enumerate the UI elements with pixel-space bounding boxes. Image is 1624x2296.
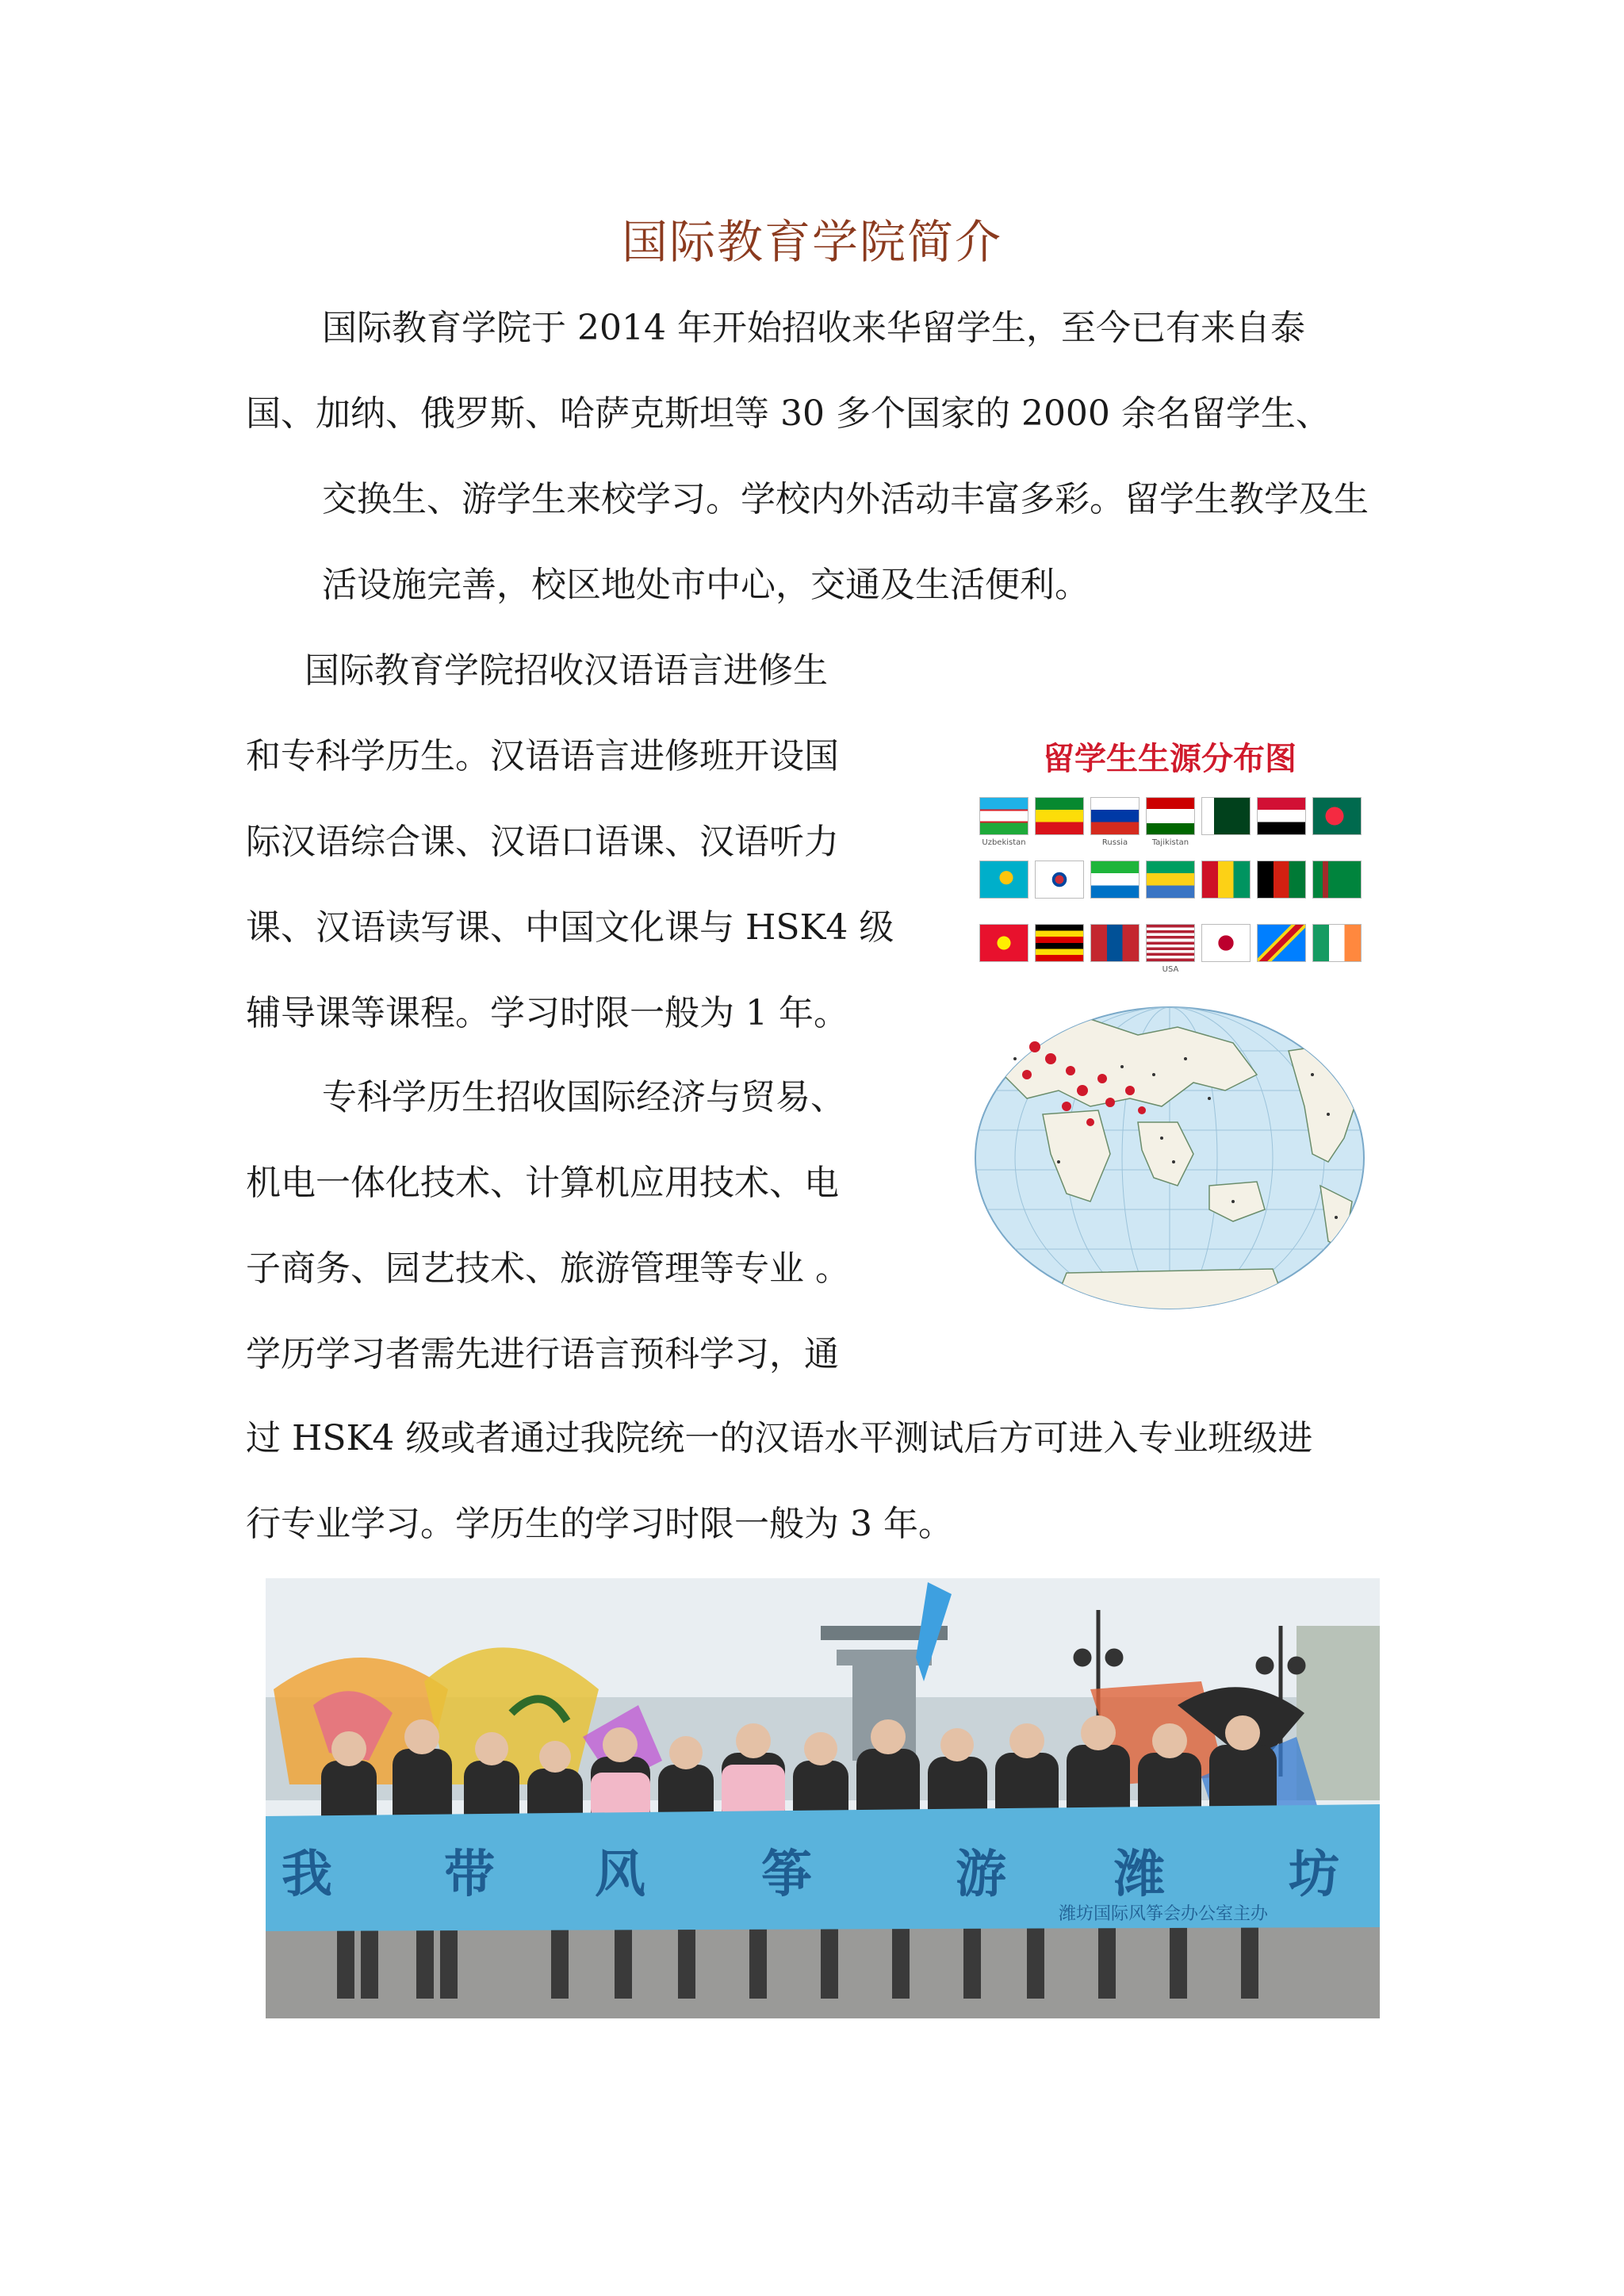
russia-flag-icon	[1090, 797, 1139, 835]
map-figure-title: 留学生生源分布图	[1043, 741, 1297, 777]
flag-uganda	[1035, 924, 1084, 987]
ireland-flag-icon	[1312, 924, 1362, 962]
flag-kyrgyzstan	[979, 924, 1028, 987]
banner-char: 潍	[1114, 1845, 1165, 1904]
language-line: 辅导课等课程。学习时限一般为 1 年。	[246, 993, 848, 1033]
banner-char: 游	[956, 1845, 1006, 1904]
language-program-paragraph	[246, 628, 920, 1056]
kite-festival-photo	[266, 1578, 1380, 2018]
flag-sierra-leone	[1090, 861, 1139, 924]
sierra-leone-flag-icon	[1090, 861, 1139, 899]
language-line: 国际教育学院招收汉语语言进修生	[304, 650, 828, 691]
guinea-flag-icon	[1201, 861, 1251, 899]
intro-line: 活设施完善，校区地处市中心，交通及生活便利。	[322, 565, 1090, 605]
flag-tajikistan	[1146, 797, 1195, 861]
degree-line: 学历学习者需先进行语言预科学习，通	[246, 1334, 839, 1374]
banner-char: 筝	[761, 1845, 812, 1904]
flag-grid	[979, 797, 1360, 987]
flag-caption: Uzbekistan	[982, 838, 1026, 847]
intro-line: 国、加纳、俄罗斯、哈萨克斯坦等 30 多个国家的 2000 余名留学生、	[246, 393, 1331, 434]
flag-pakistan	[1201, 797, 1251, 861]
degree-line: 行专业学习。学历生的学习时限一般为 3 年。	[246, 1504, 953, 1544]
bangladesh-flag-icon	[1312, 797, 1362, 835]
flag-mongolia	[1090, 924, 1139, 987]
flag-ethiopia	[1035, 797, 1084, 861]
usa-flag-icon	[1146, 924, 1195, 962]
banner-char: 我	[282, 1845, 332, 1904]
language-line: 和专科学历生。汉语语言进修班开设国	[246, 736, 839, 776]
pakistan-flag-icon	[1201, 797, 1251, 835]
gabon-flag-icon	[1146, 861, 1195, 899]
flag-caption: Russia	[1101, 838, 1128, 847]
intro-paragraph	[246, 286, 1396, 628]
afghanistan-flag-icon	[1257, 861, 1306, 899]
dr-congo-flag-icon	[1257, 924, 1306, 962]
flag-sudan	[1257, 797, 1306, 861]
flag-dr-congo	[1257, 924, 1306, 987]
uzbekistan-flag-icon	[979, 797, 1028, 835]
sudan-flag-icon	[1257, 797, 1306, 835]
degree-line: 过 HSK4 级或者通过我院统一的汉语水平测试后方可进入专业班级进	[246, 1418, 1313, 1458]
flag-kazakhstan	[979, 861, 1028, 924]
south-korea-flag-icon	[1035, 861, 1084, 899]
turkmenistan-flag-icon	[1312, 861, 1362, 899]
flag-bangladesh	[1312, 797, 1362, 861]
language-line: 际汉语综合课、汉语口语课、汉语听力	[246, 822, 839, 862]
flag-usa	[1146, 924, 1195, 987]
tajikistan-flag-icon	[1146, 797, 1195, 835]
degree-line: 专科学历生招收国际经济与贸易、	[322, 1077, 845, 1117]
flag-japan	[1201, 924, 1251, 987]
flag-south-korea	[1035, 861, 1084, 924]
intro-line: 交换生、游学生来校学习。学校内外活动丰富多彩。留学生教学及生	[322, 479, 1369, 519]
flag-caption: USA	[1162, 965, 1179, 974]
banner-char: 坊	[1289, 1845, 1339, 1904]
banner-char: 风	[595, 1845, 645, 1904]
flag-russia	[1090, 797, 1139, 861]
kyrgyzstan-flag-icon	[979, 924, 1028, 962]
group-photo-image	[266, 1578, 1380, 2018]
uganda-flag-icon	[1035, 924, 1084, 962]
flag-turkmenistan	[1312, 861, 1362, 924]
student-origin-map-figure	[971, 718, 1368, 1313]
degree-program-paragraph	[246, 1055, 920, 1397]
japan-flag-icon	[1201, 924, 1251, 962]
degree-program-continued	[246, 1396, 1404, 1567]
flag-guinea	[1201, 861, 1251, 924]
flag-gabon	[1146, 861, 1195, 924]
flag-caption: Tajikistan	[1151, 838, 1189, 847]
flag-ireland	[1312, 924, 1362, 987]
intro-line: 国际教育学院于 2014 年开始招收来华留学生，至今已有来自泰	[322, 308, 1305, 348]
ethiopia-flag-icon	[1035, 797, 1084, 835]
language-line: 课、汉语读写课、中国文化课与 HSK4 级	[246, 907, 894, 948]
flag-uzbekistan	[979, 797, 1028, 861]
page-title: 国际教育学院简介	[621, 215, 1002, 269]
degree-line: 机电一体化技术、计算机应用技术、电	[246, 1163, 839, 1203]
degree-line: 子商务、园艺技术、旅游管理等专业 。	[246, 1248, 850, 1289]
flag-afghanistan	[1257, 861, 1306, 924]
banner-subtitle: 潍坊国际风筝会办公室主办	[1059, 1904, 1269, 1924]
world-map-icon	[971, 1003, 1368, 1313]
banner-char: 带	[444, 1845, 495, 1904]
kazakhstan-flag-icon	[979, 861, 1028, 899]
mongolia-flag-icon	[1090, 924, 1139, 962]
